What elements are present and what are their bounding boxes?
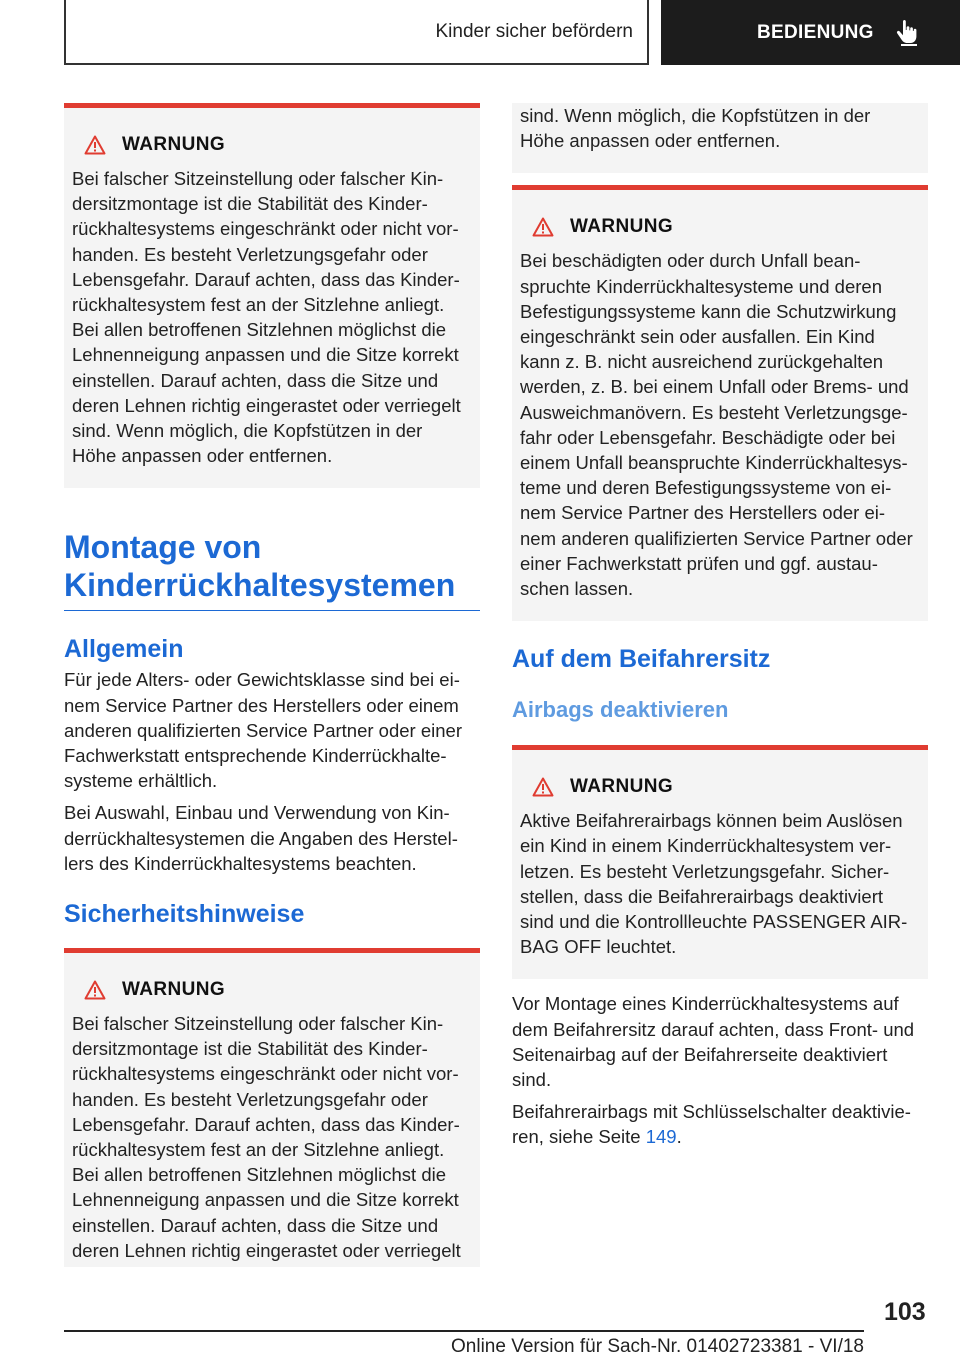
text-line: Befestigungssysteme kann die Schutzwirkung xyxy=(520,300,897,322)
text-line: Bei beschädigten oder durch Unfall bean- xyxy=(520,250,861,272)
text-line: sind. Wenn möglich, die Kopfstützen in der xyxy=(520,105,871,126)
text-line: rückhaltesystems eingeschränkt oder nicht vor- xyxy=(72,218,459,240)
subheading-passenger-seat: Auf dem Beifahrersitz xyxy=(512,645,771,674)
text-line: nem anderen qualifizierten Service Partner oder xyxy=(520,527,913,549)
text-line: ein Kind in einem Kinderrückhaltesystem ver- xyxy=(520,835,892,857)
text-line: rückhaltesystem fest an der Sitzlehne anliegt. xyxy=(72,1139,445,1161)
text-line: handen. Es besteht Verletzungsgefahr oder xyxy=(72,243,428,265)
hand-pointer-icon xyxy=(896,20,918,46)
text-line: systeme erhältlich. xyxy=(64,770,218,792)
heading-line: Kinderrückhaltesystemen xyxy=(64,567,456,604)
warning-text xyxy=(72,1011,472,1263)
text-line: sind und die Kontrollleuchte PASSENGER AIR- xyxy=(520,911,908,933)
text-line: Bei allen betroffenen Sitzlehnen möglichst die xyxy=(72,1164,447,1186)
text-line: dersitzmontage ist die Stabilität des Kinder- xyxy=(72,193,428,215)
text-line: dem Beifahrersitz darauf achten, dass Front- und xyxy=(512,1018,915,1040)
warning-text xyxy=(520,248,920,601)
text-line: schen lassen. xyxy=(520,578,634,600)
text-line: anderen qualifizierten Service Partner oder einer xyxy=(64,719,462,741)
warning-triangle-icon xyxy=(532,777,554,797)
text-line: stellen, dass die Beifahrerairbags deaktiviert xyxy=(520,885,883,907)
warning-title: WARNUNG xyxy=(570,216,674,238)
header-section-tab xyxy=(64,0,649,65)
warning-box xyxy=(64,103,480,488)
header-chapter-tab xyxy=(661,0,960,65)
warning-triangle-icon xyxy=(84,135,106,155)
text-line: handen. Es besteht Verletzungsgefahr oder xyxy=(72,1088,428,1110)
text-line: rückhaltesystem fest an der Sitzlehne anliegt. xyxy=(72,294,445,316)
text-line: Bei Auswahl, Einbau und Verwendung von Kin- xyxy=(64,802,450,824)
text-line: Höhe anpassen oder entfernen. xyxy=(72,445,333,467)
text-line: Bei falscher Sitzeinstellung oder falscher Kin- xyxy=(72,168,444,189)
text-line xyxy=(512,1124,928,1149)
right-column xyxy=(512,103,928,1150)
page-reference-link[interactable]: 149 xyxy=(645,1126,677,1148)
warning-box xyxy=(512,745,928,979)
warning-triangle-icon xyxy=(532,217,554,237)
text-line: Ausweichmanövern. Es besteht Verletzungsge- xyxy=(520,401,908,423)
text-line: deren Lehnen richtig eingerastet oder verriegelt xyxy=(72,394,461,416)
warning-text xyxy=(520,808,920,959)
warning-header xyxy=(72,130,472,160)
text-line: Lebensgefahr. Darauf achten, dass das Kinder- xyxy=(72,268,460,290)
text-line: Für jede Alters- oder Gewichtsklasse sind bei ei- xyxy=(64,669,460,691)
text-line: Vor Montage eines Kinderrückhaltesystems auf xyxy=(512,993,899,1015)
text-line: kann z. B. nicht ausreichend zurückgehalten xyxy=(520,351,884,373)
text-line: derrückhaltesystemen die Angaben des Herstel- xyxy=(64,827,458,849)
text-line: BAG OFF leuchtet. xyxy=(520,936,677,958)
subheading-general: Allgemein xyxy=(64,635,184,664)
text-line: fahr oder Lebensgefahr. Beschädigte oder bei xyxy=(520,426,896,448)
text-line: nem Service Partner des Herstellers oder einem xyxy=(64,694,459,716)
text-line: einem Unfall beanspruchte Kinderrückhaltesys- xyxy=(520,452,908,474)
footer-divider xyxy=(64,1330,864,1332)
paragraph-key-switch xyxy=(512,1099,928,1149)
warning-header xyxy=(72,975,472,1005)
section-heading-mounting xyxy=(64,528,480,611)
warning-box xyxy=(512,185,928,621)
text-line: Höhe anpassen oder entfernen. xyxy=(520,130,781,152)
warning-text xyxy=(72,166,472,468)
text-fragment: . xyxy=(676,1126,682,1148)
text-line: eingeschränkt sein oder ausfallen. Ein Kind xyxy=(520,326,875,348)
warning-title: WARNUNG xyxy=(122,134,226,155)
text-line: teme und deren Befestigungssysteme von ei- xyxy=(520,477,892,499)
text-line: rückhaltesystems eingeschränkt oder nicht vor- xyxy=(72,1063,459,1085)
text-line: Lehnenneigung anpassen und die Sitze korrekt xyxy=(72,1189,459,1211)
warning-triangle-icon xyxy=(84,980,106,1000)
subheading-airbags: Airbags deaktivieren xyxy=(512,697,729,723)
subheading-safety: Sicherheitshinweise xyxy=(64,900,305,929)
warning-text xyxy=(520,103,920,153)
text-line: einstellen. Darauf achten, dass die Sitze und xyxy=(72,1214,439,1236)
warning-box-continuation xyxy=(512,103,928,173)
heading-line: Montage von xyxy=(64,529,262,566)
text-line: Seitenairbag auf der Beifahrerseite deaktiviert xyxy=(512,1043,888,1065)
text-line: Fachwerkstatt entsprechende Kinderrückhalte- xyxy=(64,745,447,767)
paragraph-manufacturer xyxy=(64,800,480,876)
paragraph-before-mounting xyxy=(512,991,928,1092)
text-line: letzen. Es besteht Verletzungsgefahr. Sicher- xyxy=(520,860,890,882)
text-line: einer Fachwerkstatt prüfen und ggf. austau- xyxy=(520,552,878,574)
warning-header xyxy=(520,772,920,802)
text-line: Bei falscher Sitzeinstellung oder falscher Kin- xyxy=(72,1013,444,1035)
footer-online-version: Online Version für Sach-Nr. 01402723381 - VI/18 xyxy=(451,1336,864,1357)
warning-header xyxy=(520,212,920,242)
left-column xyxy=(64,103,480,1267)
header-chapter-title: BEDIENUNG xyxy=(757,21,874,43)
paragraph-availability xyxy=(64,667,480,793)
text-line: dersitzmontage ist die Stabilität des Kinder- xyxy=(72,1038,428,1060)
text-line: Lehnenneigung anpassen und die Sitze korrekt xyxy=(72,344,459,366)
text-line: deren Lehnen richtig eingerastet oder verriegelt xyxy=(72,1239,461,1261)
text-line: Beifahrerairbags mit Schlüsselschalter deaktivie- xyxy=(512,1101,911,1123)
text-fragment: ren, siehe Seite xyxy=(512,1126,646,1148)
text-line: einstellen. Darauf achten, dass die Sitze und xyxy=(72,369,439,391)
text-line: Lebensgefahr. Darauf achten, dass das Kinder- xyxy=(72,1113,460,1135)
text-line: sind. Wenn möglich, die Kopfstützen in der xyxy=(72,420,423,442)
warning-title: WARNUNG xyxy=(570,776,674,798)
warning-title: WARNUNG xyxy=(122,979,226,1001)
text-line: nem Service Partner des Herstellers oder ei- xyxy=(520,502,886,524)
header-section-title: Kinder sicher befördern xyxy=(435,20,633,42)
text-line: spruchte Kinderrückhaltesysteme und deren xyxy=(520,275,882,297)
text-line: werden, z. B. bei einem Unfall oder Brems- und xyxy=(520,376,909,398)
page-number: 103 xyxy=(884,1298,926,1326)
text-line: Bei allen betroffenen Sitzlehnen möglichst die xyxy=(72,319,447,341)
text-line: lers des Kinderrückhaltesystems beachten. xyxy=(64,852,417,874)
text-line: Aktive Beifahrerairbags können beim Auslösen xyxy=(520,810,903,832)
text-line: sind. xyxy=(512,1069,552,1091)
warning-box xyxy=(64,948,480,1267)
